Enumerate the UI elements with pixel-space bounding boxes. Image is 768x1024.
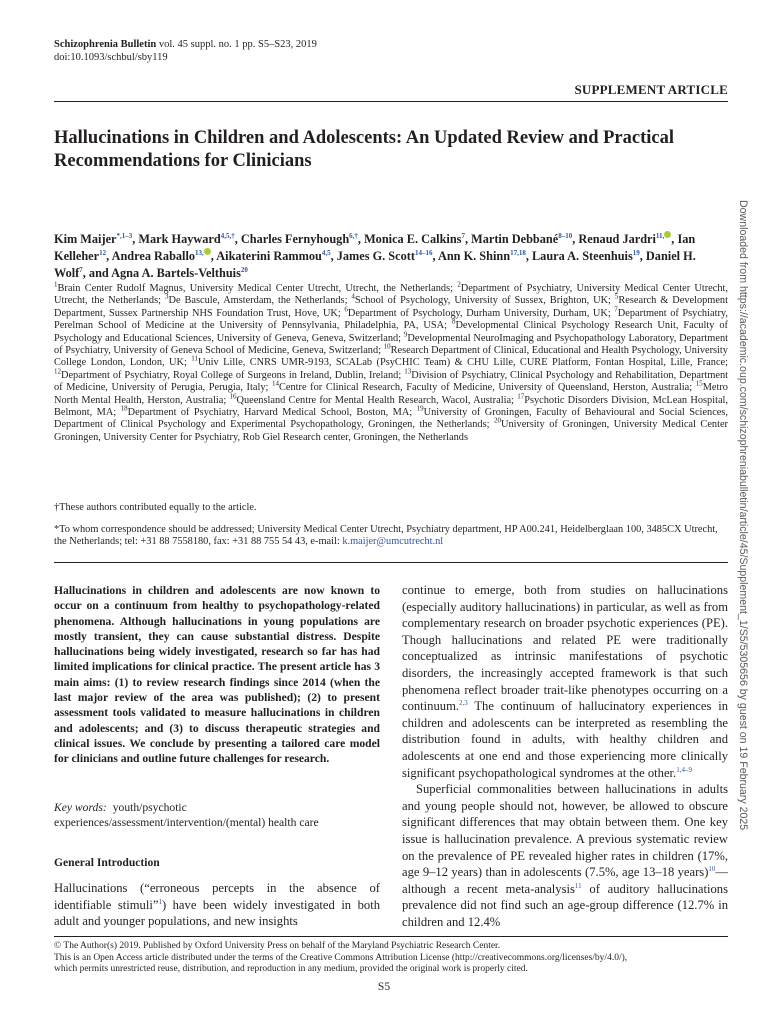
affiliation-text: University of Groningen, University Medical Center Groningen, University Center for Psychiatry, Rob Giel Research center, Groningen, the Netherlands — [54, 419, 728, 443]
abstract: Hallucinations in children and adolescents are now known to occur on a continuum from healthy to psychopathology-related phenomena. Although hallucinations in young populations are mostly transient, they can cause substantial distress. Despite hallucinations being widely investigated, research so far has had limited implications for clinical practice. The present article has 3 main aims: (1) to review research findings since 2014 (when the last major review of the area was published); (2) to present assessment tools validated to measure hallucinations in children and adolescents; and (3) to discuss therapeutic strategies and clinical issues. We conclude by presenting a tailored care model for clinicians and outline future challenges for research. — [54, 584, 380, 766]
affiliation-text: Centre for Clinical Research, Faculty of Medicine, University of Queensland, Herston, Australia; — [279, 382, 696, 394]
author-name: Agna A. Bartels-Velthuis — [111, 266, 241, 281]
affiliation-text: Brain Center Rudolf Magnus, University Medical Center Utrecht, Utrecht, the Netherlands; — [57, 283, 458, 294]
affiliation-text: Department of Psychiatry, Harvard Medical School, Boston, MA; — [127, 407, 417, 419]
author-affiliation-ref[interactable]: 12 — [99, 249, 107, 258]
affiliation-text: Division of Psychiatry, Clinical Psychology and Rehabilitation, Department of Medicine, University of Perugia, Perugia, Italy; — [54, 369, 729, 394]
download-notice — [737, 200, 751, 990]
body-paragraph: continue to emerge, both from studies on hallucinations (especially auditory hallucinations) in particular, as well as from complementary research on broader psychotic experiences (PE). Though hallucinations and related PE were traditionally conceptualized as intrinsic manifestations of psychotic disorders, the increasingly accepted framework is that such phenomena reflect broader trait-like phenotypes occurring on a continuum.$^{2,3}$ The continuum of hallucinatory experiences in children and adolescents can be interpreted as resembling the distribution found in adults, with healthy children and adolescents at one end and those experiencing more clinically significant psychopathological syndromes at the other.$^{1,4-9}$ — [402, 583, 728, 780]
author-name: Ian Kelleher — [54, 232, 696, 264]
author-name: Renaud Jardri — [578, 232, 656, 247]
affiliation-number: 14 — [272, 379, 279, 388]
title-line-2: Recommendations for Clinicians — [54, 151, 312, 171]
citation-link[interactable]: 11 — [574, 881, 582, 890]
correspondence-note — [54, 524, 728, 549]
affiliation-number: 5 — [614, 292, 619, 301]
affiliation-number: 13 — [404, 367, 412, 376]
intro-paragraph: Hallucinations (“erroneous percepts in the absence of identifiable stimuli”$^1$) have been widely investigated in both adult and younger populations, and new insights — [54, 881, 380, 929]
affiliation-number: 17 — [517, 392, 525, 401]
author-name: Aikaterini Rammou — [216, 249, 322, 264]
affiliation-number: 20 — [494, 417, 502, 426]
author-name: Andrea Raballo — [111, 249, 196, 264]
journal-details: vol. 45 suppl. no. 1 pp. S5–S23, 2019 — [156, 39, 317, 50]
download-notice-text: Downloaded from https://academic.oup.com/schizophreniabulletin/article/45/Supplement_1/S5/5305656 by guest on 19 February 2025 — [737, 200, 749, 831]
affiliation-text: Univ Lille, CNRS UMR-9193, SCALab (PsyCHIC Team) & CHU Lille, CURE Platform, Fontan Hospital, Lille, France; — [198, 357, 729, 369]
affiliation-text: Department of Psychiatry, University Medical Center Utrecht, Utrecht, the Netherlands; — [54, 283, 728, 307]
affiliation-text: School of Psychology, University of Sussex, Brighton, UK; — [354, 295, 615, 307]
body-right-column — [402, 582, 728, 930]
license-footer — [54, 941, 728, 976]
page-number: S5 — [377, 981, 391, 993]
author-list: Kim Maijer$^{*,1-3}$, Mark Hayward$^{4,5,\dagger}$, Charles Fernyhough$^{6,\dagger}$, Monica E. Calkins$^7$, Martin Debbané$^{8-10}$, Renaud Jardri$^{11,}$ , Ian Kelleher$^{12}$, Andrea Raballo$^{13,}$ , Aikaterini Rammou$^{4,5}$, James G. Scott$^{14-16}$, Ann K. Shinn$^{17,18}$, Laura A. Steenhuis$^{19}$, Daniel H. Wolf$^7$, and Agna A. Bartels-Velthuis$^{20}$ — [54, 232, 696, 281]
affiliation-text: Research Department of Clinical, Educational and Health Psychology, University College London, London, UK; — [54, 345, 728, 369]
keywords-text: youth/psychotic experiences/assessment/intervention/(mental) health care — [54, 801, 319, 830]
copyright-line: © The Author(s) 2019. Published by Oxford University Press on behalf of the Maryland Psychiatric Research Center. — [54, 941, 501, 951]
affiliation-text: Research & Development Department, Sussex Partnership NHS Foundation Trust, Hove, UK; — [54, 295, 728, 319]
author-affiliation-ref[interactable]: 6,† — [349, 232, 358, 240]
keywords-label: Key words: — [54, 801, 107, 814]
author-affiliation-ref[interactable]: 19 — [632, 249, 640, 258]
author-name: Mark Hayward — [138, 232, 221, 247]
front-matter-rule — [54, 562, 728, 563]
footer-rule — [54, 936, 728, 937]
author-name: Ann K. Shinn — [437, 249, 511, 264]
orcid-icon[interactable] — [664, 231, 671, 238]
author-affiliation-ref[interactable]: 11, — [655, 232, 665, 240]
affiliation-number: 9 — [403, 330, 408, 339]
journal-citation — [54, 38, 317, 64]
affiliation-text: Department of Psychiatry, Perelman School of Medicine at the University of Pennsylvania, Philadelphia, PA, USA; — [54, 307, 728, 332]
author-affiliation-ref[interactable]: 17,18 — [510, 249, 526, 258]
affiliation-number: 8 — [451, 317, 456, 326]
correspondence-text: *To whom correspondence should be addressed; University Medical Center Utrecht, Psychiatry department, HP A00.241, Heidelberglaan 100, 3485CX Utrecht, the Netherlands; tel: +31 88 7558180, fax: +31 88 755 54 43, e-mail: — [54, 524, 718, 548]
affiliation-number: 10 — [383, 342, 391, 351]
section-label: SUPPLEMENT ARTICLE — [574, 82, 728, 97]
doi[interactable]: doi:10.1093/schbul/sby119 — [54, 52, 168, 63]
section-heading: General Introduction — [54, 856, 160, 869]
journal-name: Schizophrenia Bulletin — [54, 39, 157, 50]
license-line: This is an Open Access article distributed under the terms of the Creative Commons Attribution License (http://creativecommons.org/licenses/by/4.0/), — [54, 952, 628, 963]
affiliation-number: 19 — [416, 404, 424, 413]
author-name: Laura A. Steenhuis — [531, 249, 633, 264]
license-line: which permits unrestricted reuse, distribution, and reproduction in any medium, provided the original work is properly cited. — [54, 964, 528, 975]
author-affiliation-ref[interactable]: 8–10 — [558, 232, 573, 240]
title-line-1: Hallucinations in Children and Adolescents: An Updated Review and Practical — [54, 128, 674, 148]
affiliation-number: 6 — [344, 305, 348, 314]
affiliation-text: University of Groningen, Faculty of Behavioural and Social Sciences, Department of Clinical Psychology and Experimental Psychopathology, Groningen, the Netherlands; — [54, 407, 728, 431]
affiliation-number: 7 — [614, 305, 618, 314]
author-affiliation-ref[interactable]: 7 — [79, 266, 83, 275]
author-affiliation-ref[interactable]: 7 — [461, 232, 465, 240]
author-affiliation-ref[interactable]: 4,5 — [321, 249, 331, 258]
author-name: Martin Debbané — [471, 232, 559, 247]
correspondence-email-link[interactable]: k.maijer@umcutrecht.nl — [342, 536, 444, 548]
affiliation-number: 11 — [191, 355, 199, 363]
author-affiliation-ref[interactable]: 13, — [195, 249, 204, 258]
article-title — [54, 127, 724, 173]
author-name: James G. Scott — [336, 249, 415, 264]
author-name: Daniel H. Wolf — [54, 249, 696, 281]
affiliation-text: Developmental NeuroImaging and Psychopathology Laboratory, Department of Psychiatry, University of Geneva School of Medicine, Geneva, Switzerland; — [54, 332, 728, 357]
affiliation-number: 3 — [164, 292, 169, 301]
author-name: Charles Fernyhough — [240, 232, 350, 247]
author-affiliation-ref[interactable]: 20 — [240, 266, 248, 275]
affiliation-text: Department of Psychology, Durham University, Durham, UK; — [347, 307, 615, 319]
citation-link[interactable]: 1 — [158, 897, 162, 906]
affiliation-number: 15 — [695, 379, 703, 388]
header-rule — [54, 101, 728, 102]
affiliation-text: Psychotic Disorders Division, McLean Hospital, Belmont, MA; — [54, 394, 728, 419]
affiliation-text: Metro North Mental Health, Herston, Australia; — [54, 382, 728, 406]
author-affiliation-ref[interactable]: 4,5,† — [220, 232, 235, 240]
affiliation-number: 2 — [457, 280, 461, 289]
affiliation-number: 12 — [54, 367, 61, 376]
author-affiliation-ref[interactable]: *,1–3 — [116, 232, 133, 240]
body-paragraph: Superficial commonalities between hallucinations in adults and young people should not, however, be allowed to obscure significant differences that may obtain between them. One key issue is hallucination prevalence. A previous systematic review on the prevalence of PE revealed higher rates in children (17%, age 9–12 years) than in adolescents (7.5%, age 13–18 years)$^{10}$—although a recent meta-analysis$^{11}$ of auditory hallucinations prevalence did not find such an age-group difference (12.7% in children and 12.4% — [402, 782, 728, 929]
affiliation-number: 16 — [229, 392, 237, 401]
affiliation-text: Department of Psychiatry, Royal College of Surgeons in Ireland, Dublin, Ireland; — [61, 369, 405, 381]
affiliation-text: Queensland Centre for Mental Health Research, Wacol, Australia; — [236, 394, 518, 406]
affiliation-text: De Bascule, Amsterdam, the Netherlands; — [168, 295, 352, 307]
affiliation-number: 4 — [351, 292, 355, 301]
affiliations — [54, 280, 729, 444]
citation-link[interactable]: 2,3 — [459, 698, 468, 707]
author-affiliation-ref[interactable]: 14–16 — [414, 249, 433, 258]
equal-contribution-note: †These authors contributed equally to the article. — [54, 502, 257, 513]
affiliation-number: 18 — [120, 404, 128, 413]
citation-link[interactable]: 1,4–9 — [676, 765, 692, 774]
affiliation-text: Developmental Clinical Psychology Research Unit, Faculty of Psychology and Educational Sciences, University of Geneva, Geneva, Switzerland; — [54, 320, 728, 344]
affiliation-number: 1 — [54, 280, 58, 289]
author-name: Kim Maijer — [54, 232, 117, 247]
orcid-icon[interactable] — [204, 248, 211, 255]
citation-link[interactable]: 10 — [708, 864, 716, 873]
author-name: Monica E. Calkins — [364, 232, 462, 247]
keywords — [54, 800, 380, 831]
